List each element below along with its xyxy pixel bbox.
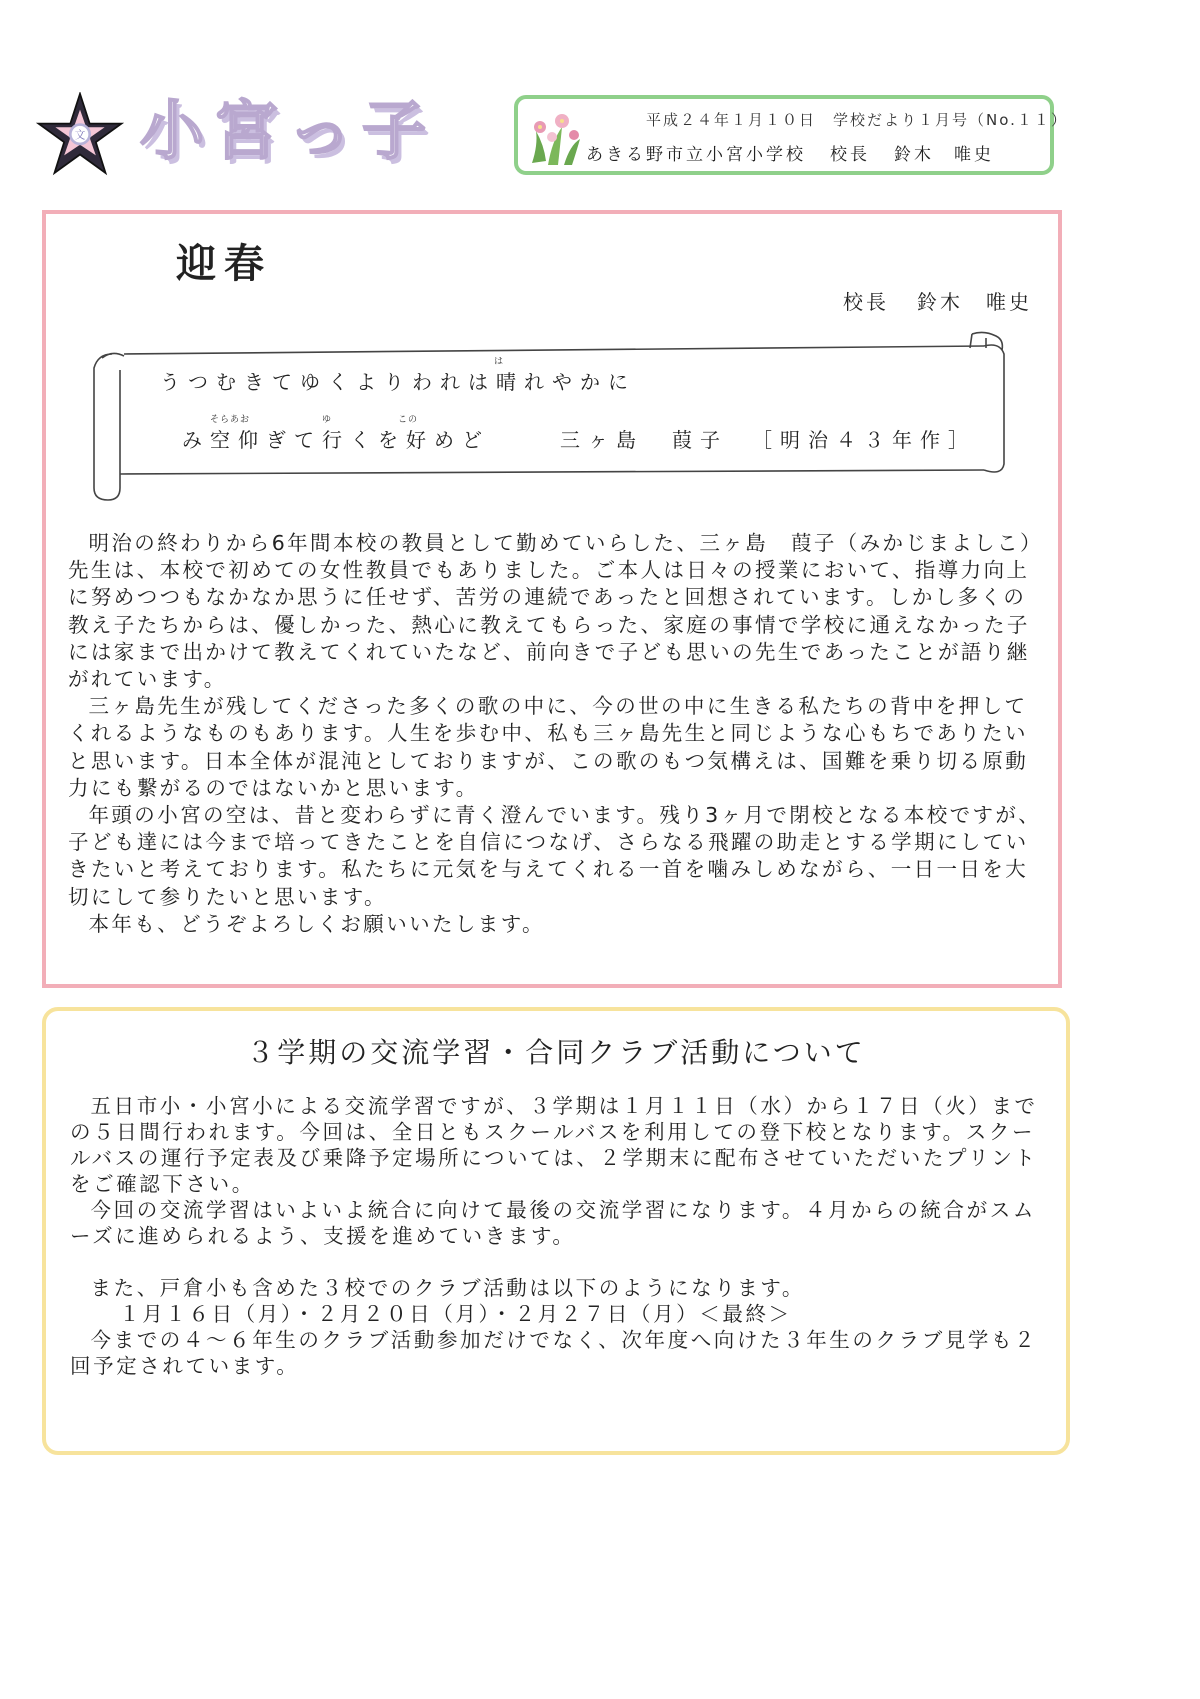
club-dates: １月１６日（月）・２月２０日（月）・２月２７日（月）＜最終＞ [119, 1302, 792, 1326]
new-year-greeting-section [42, 210, 1062, 988]
paragraph: 明治の終わりから6年間本校の教員として勤めていらした、三ヶ島 葭子（みかじまよしこ）先生は、本校で初めての女性教員でもありました。ご本人は日々の授業において、指導力向上に努めつつもなかなか思うに任せず、苦労の連続であったと回想されています。しかし多くの教え子たちからは、優しかった、熱心に教えてもらった、家庭の事情で学校に通えなかった子には家まで出かけて教えてくれていたなど、前向きで子ども思いの先生であったことが語り継がれています。 [68, 531, 1043, 692]
svg-text:文: 文 [74, 129, 86, 142]
paragraph: 今までの４～６年生のクラブ活動参加だけでなく、次年度へ向けた３年生のクラブ見学も２回予定されています。 [70, 1328, 1038, 1378]
school-name: あきる野市立小宮小学校 [586, 145, 806, 165]
principal-title: 校長 [830, 145, 870, 165]
section-title: 迎春 [176, 241, 272, 287]
greeting-body [68, 530, 1044, 938]
section-author [815, 286, 1032, 315]
poet-name: 三ヶ島 葭子 [560, 428, 728, 452]
exchange-learning-body [70, 1093, 1050, 1379]
section-title: ３学期の交流学習・合同クラブ活動について [246, 1036, 866, 1069]
issue-date-line: 平成２４年１月１０日 学校だより１月号（No.１１） [646, 111, 1068, 129]
poem-date-note: ［明治４３年作］ [752, 428, 976, 452]
poem-line-1 [160, 366, 636, 395]
paragraph: また、戸倉小も含めた３校でのクラブ活動は以下のようになります。 [90, 1276, 805, 1300]
poem-line-2 [182, 424, 976, 453]
paragraph: 三ヶ島先生が残してくださった多くの歌の中に、今の世の中に生きる私たちの背中を押してくれるようなものもあります。人生を歩む中、私も三ヶ島先生と同じような心もちでありたいと思います。日本全体が混沌としておりますが、この歌のもつ気構えは、国難を乗り切る原動力にも繋がるのではないかと思います。 [68, 694, 1029, 800]
flower-icon [524, 105, 584, 167]
poem-ruby-yu: ゆ [322, 415, 333, 425]
school-emblem-icon [36, 92, 124, 180]
poem-ruby-hare: は [494, 357, 505, 367]
poem-ruby-kono: この [398, 415, 419, 425]
masthead-title: 小宮っ子 [140, 95, 436, 169]
poem-line-1-text: うつむきてゆくよりわれは晴れやかに [160, 370, 636, 394]
school-principal-line [586, 140, 1018, 165]
paragraph: 今回の交流学習はいよいよ統合に向けて最後の交流学習になります。４月からの統合がスムーズに進められるよう、支援を進めていきます。 [70, 1198, 1036, 1248]
newsletter-info-box [514, 95, 1068, 175]
poem-ruby-soraao: そらあお [210, 415, 251, 425]
exchange-learning-section [42, 1007, 1070, 1455]
paragraph: 本年も、どうぞよろしくお願いいたします。 [88, 911, 545, 936]
author-title: 校長 [843, 290, 889, 314]
principal-name: 鈴木 唯史 [894, 145, 994, 165]
spacer [70, 1249, 1050, 1275]
poem-scroll-illustration [64, 324, 1014, 504]
author-name: 鈴木 唯史 [917, 290, 1032, 314]
paragraph: 年頭の小宮の空は、昔と変わらずに青く澄んでいます。残り3ヶ月で閉校となる本校ですが、子ども達には今まで培ってきたことを自信につなげ、さらなる飛躍の助走とする学期にしていきたいと考えております。私たちに元気を与えてくれる一首を噛みしめながら、一日一日を大切にして参りたいと思います。 [68, 803, 1042, 909]
paragraph: 五日市小・小宮小による交流学習ですが、３学期は１月１１日（水）から１７日（火）までの５日間行われます。今回は、全日ともスクールバスを利用しての登下校となります。スクールバスの運行予定表及び乗降予定場所については、２学期末に配布させていただいたプリントをご確認下さい。 [70, 1094, 1038, 1196]
poem-line-2-text: み空仰ぎて行くを好めど [182, 428, 490, 452]
